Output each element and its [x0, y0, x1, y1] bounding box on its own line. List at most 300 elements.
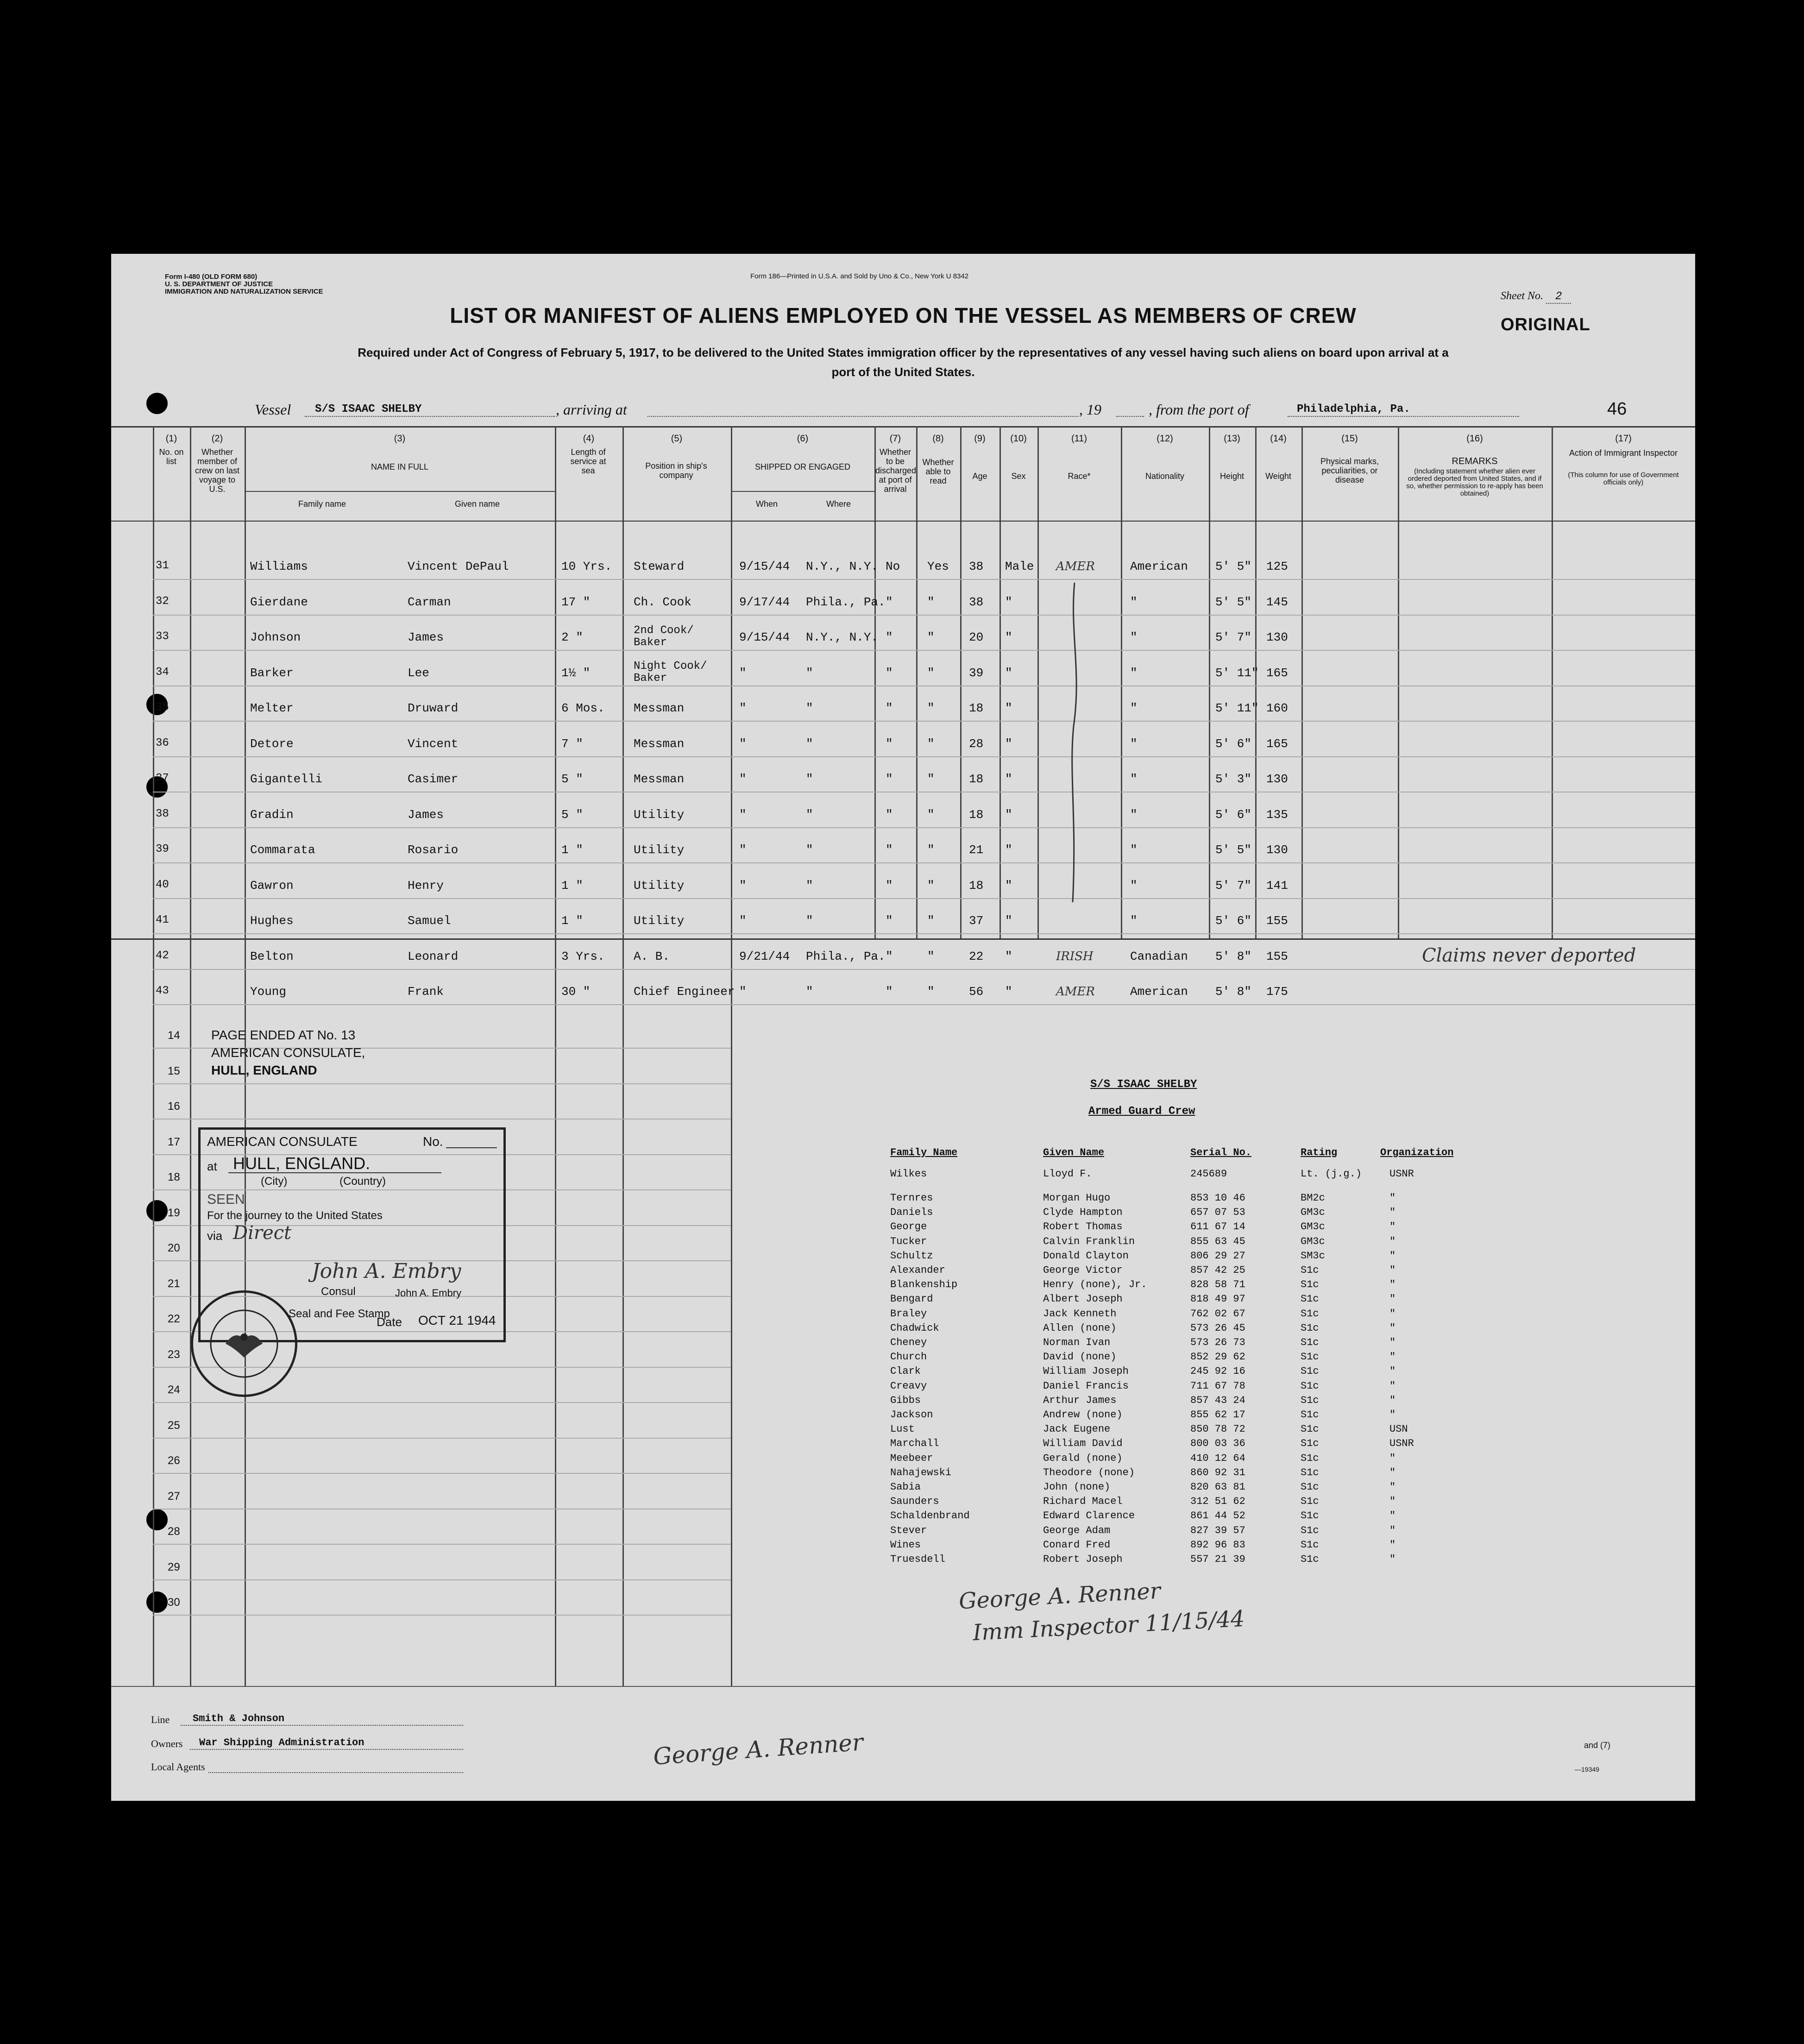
crew-nationality: Canadian [1130, 949, 1188, 963]
armed-guard-given-name: Allen (none) [1043, 1322, 1117, 1334]
armed-guard-rating: S1c [1301, 1496, 1319, 1508]
col-10-header: Sex [1011, 472, 1026, 481]
armed-guard-family-name: Saunders [890, 1496, 939, 1508]
crew-able-to-read: " [927, 666, 935, 680]
armed-guard-serial-no: 410 12 64 [1190, 1452, 1245, 1464]
stamp-no-label: No. [423, 1134, 443, 1149]
crew-sex: " [1005, 666, 1012, 680]
col-6-header: SHIPPED OR ENGAGED [754, 462, 851, 472]
crew-position: Night Cook/ Baker [634, 660, 707, 685]
crew-nationality: " [1130, 736, 1138, 751]
inspector-signature: George A. Renner [958, 1578, 1162, 1615]
crew-shipped-when: " [739, 701, 747, 715]
crew-row-number: 41 [156, 914, 169, 926]
crew-nationality: " [1130, 878, 1138, 893]
crew-weight: 145 [1266, 595, 1288, 609]
crew-position: A. B. [634, 949, 670, 963]
crew-row-number: 39 [156, 843, 169, 855]
col-17-num: (17) [1615, 434, 1632, 444]
crew-length-of-service: 5 " [561, 807, 583, 822]
crew-sex: " [1005, 843, 1012, 857]
col-11-header: Race* [1068, 472, 1091, 481]
crew-given-name: James [408, 630, 444, 644]
crew-given-name: James [408, 807, 444, 822]
crew-length-of-service: 30 " [561, 985, 591, 999]
crew-race: AMER [1056, 985, 1095, 999]
crew-able-to-read: " [927, 843, 935, 857]
crew-length-of-service: 7 " [561, 736, 583, 751]
armed-guard-serial-no: 827 39 57 [1190, 1524, 1245, 1536]
armed-guard-header-rating: Rating [1301, 1147, 1338, 1158]
armed-guard-rating: S1c [1301, 1308, 1319, 1320]
crew-family-name: Commarata [250, 843, 315, 857]
armed-guard-serial-no: 245689 [1190, 1168, 1227, 1180]
empty-row-number: 19 [168, 1206, 180, 1219]
crew-shipped-when: " [739, 985, 747, 999]
crew-height: 5' 3" [1215, 772, 1252, 786]
crew-sex: " [1005, 878, 1012, 893]
col-12-num: (12) [1157, 434, 1173, 444]
crew-able-to-read: " [927, 701, 935, 715]
crew-position: 2nd Cook/ Baker [634, 624, 694, 649]
col-family-name-header: Family name [298, 499, 346, 509]
crew-shipped-when: " [739, 807, 747, 822]
crew-shipped-when: 9/15/44 [739, 560, 790, 573]
armed-guard-rating: SM3c [1301, 1250, 1325, 1262]
footer-side-note: and (7) [1584, 1741, 1611, 1750]
row-rule [153, 1402, 731, 1403]
armed-guard-organization: " [1389, 1337, 1396, 1348]
row-rule [153, 1615, 731, 1616]
crew-length-of-service: 5 " [561, 772, 583, 786]
crew-row-number: 38 [156, 807, 169, 820]
armed-guard-given-name: Robert Joseph [1043, 1553, 1123, 1565]
crew-to-be-discharged: " [886, 878, 893, 893]
crew-to-be-discharged: " [886, 736, 893, 751]
crew-shipped-when: 9/15/44 [739, 630, 790, 644]
col-16-header: REMARKS [1452, 456, 1498, 466]
armed-guard-given-name: Albert Joseph [1043, 1293, 1123, 1305]
crew-family-name: Gradin [250, 807, 294, 822]
footer-line-label: Line [151, 1714, 170, 1725]
stamp-via-value: Direct [233, 1222, 292, 1244]
armed-guard-family-name: Lust [890, 1423, 915, 1435]
armed-guard-serial-no: 861 44 52 [1190, 1510, 1245, 1522]
crew-family-name: Young [250, 985, 287, 999]
armed-guard-rating: S1c [1301, 1539, 1319, 1551]
crew-length-of-service: 1 " [561, 878, 583, 893]
armed-guard-family-name: Marchall [890, 1438, 939, 1450]
col-1-header: No. on list [159, 447, 184, 466]
crew-to-be-discharged: No [886, 560, 900, 573]
crew-family-name: Gigantelli [250, 772, 323, 786]
crew-nationality: " [1130, 630, 1138, 644]
crew-weight: 155 [1266, 949, 1288, 963]
row-rule [153, 721, 1695, 722]
armed-guard-serial-no: 828 58 71 [1190, 1279, 1245, 1291]
armed-guard-serial-no: 850 78 72 [1190, 1423, 1245, 1435]
armed-guard-rating: S1c [1301, 1423, 1319, 1435]
crew-height: 5' 5" [1215, 595, 1252, 609]
crew-position: Utility [634, 878, 685, 893]
armed-guard-rating: S1c [1301, 1351, 1319, 1363]
crew-row-number: 43 [156, 985, 169, 997]
armed-guard-serial-no: 853 10 46 [1190, 1192, 1245, 1204]
col-when-header: When [755, 499, 778, 509]
armed-guard-family-name: Clark [890, 1365, 921, 1377]
col-3-num: (3) [394, 434, 406, 444]
empty-row-number: 17 [168, 1135, 180, 1148]
crew-weight: 165 [1266, 736, 1288, 751]
armed-guard-organization: " [1389, 1322, 1396, 1334]
crew-shipped-where: N.Y., N.Y. [806, 630, 879, 644]
crew-length-of-service: 1½ " [561, 666, 591, 680]
empty-row-number: 18 [168, 1171, 180, 1183]
armed-guard-rating: S1c [1301, 1279, 1319, 1291]
crew-to-be-discharged: " [886, 807, 893, 822]
armed-guard-family-name: Wines [890, 1539, 921, 1551]
from-port-value: Philadelphia, Pa. [1297, 403, 1410, 415]
crew-family-name: Williams [250, 560, 308, 573]
crew-shipped-where: " [806, 807, 813, 822]
empty-row-number: 25 [168, 1419, 180, 1432]
stamp-city-label: (City) [261, 1175, 288, 1188]
armed-guard-given-name: Edward Clarence [1043, 1510, 1135, 1522]
empty-row-number: 15 [168, 1064, 180, 1077]
footer-print-code: —19349 [1575, 1766, 1599, 1773]
crew-family-name: Barker [250, 666, 294, 680]
crew-given-name: Henry [408, 878, 444, 893]
armed-guard-rating: S1c [1301, 1481, 1319, 1493]
armed-guard-organization: " [1389, 1481, 1396, 1493]
sheet-no-value: 2 [1546, 290, 1571, 304]
row-rule [153, 862, 1695, 863]
armed-guard-family-name: Stever [890, 1524, 927, 1536]
crew-sex: " [1005, 772, 1012, 786]
crew-family-name: Gawron [250, 878, 294, 893]
armed-guard-organization: " [1389, 1380, 1396, 1392]
armed-guard-organization: " [1389, 1235, 1396, 1247]
crew-shipped-where: Phila., Pa. [806, 949, 886, 963]
armed-guard-given-name: William Joseph [1043, 1365, 1129, 1377]
row-rule [153, 756, 1695, 757]
armed-guard-serial-no: 573 26 45 [1190, 1322, 1245, 1334]
crew-shipped-where: " [806, 772, 813, 786]
armed-guard-organization: " [1389, 1250, 1396, 1262]
crew-position: Utility [634, 843, 685, 857]
crew-shipped-where: Phila., Pa. [806, 595, 886, 609]
armed-guard-rating: S1c [1301, 1510, 1319, 1522]
crew-able-to-read: Yes [927, 560, 949, 573]
armed-guard-rating: S1c [1301, 1524, 1319, 1536]
col-14-header: Weight [1265, 472, 1291, 481]
crew-age: 56 [969, 985, 984, 999]
armed-guard-serial-no: 892 96 83 [1190, 1539, 1245, 1551]
crew-row-number: 40 [156, 878, 169, 891]
armed-guard-given-name: Andrew (none) [1043, 1409, 1123, 1421]
empty-row-number: 16 [168, 1100, 180, 1113]
armed-guard-rating: S1c [1301, 1365, 1319, 1377]
crew-given-name: Vincent [408, 736, 459, 751]
crew-age: 22 [969, 949, 984, 963]
crew-sex: " [1005, 701, 1012, 715]
armed-guard-given-name: Jack Kenneth [1043, 1308, 1117, 1320]
empty-row-number: 14 [168, 1029, 180, 1042]
col-7-header: Whether to be discharged at port of arrival [875, 447, 917, 494]
crew-to-be-discharged: " [886, 630, 893, 644]
empty-row-number: 29 [168, 1560, 180, 1573]
armed-guard-family-name: Meebeer [890, 1452, 933, 1464]
crew-weight: 125 [1266, 560, 1288, 573]
crew-age: 20 [969, 630, 984, 644]
col-13-num: (13) [1224, 434, 1240, 444]
armed-guard-given-name: Richard Macel [1043, 1496, 1123, 1508]
crew-nationality: American [1130, 560, 1188, 573]
col-2-header: Whether member of crew on last voyage to U.S. [195, 447, 240, 494]
col-2-num: (2) [211, 434, 223, 444]
crew-length-of-service: 17 " [561, 595, 591, 609]
original-stamp: ORIGINAL [1501, 315, 1590, 334]
col-11-num: (11) [1071, 434, 1087, 444]
stamp-consul-name: John A. Embry [395, 1287, 462, 1299]
armed-guard-serial-no: 312 51 62 [1190, 1496, 1245, 1508]
crew-row-number: 31 [156, 560, 169, 572]
armed-guard-family-name: Chadwick [890, 1322, 939, 1334]
armed-guard-organization: " [1389, 1409, 1396, 1421]
crew-nationality: " [1130, 843, 1138, 857]
col-where-header: Where [826, 499, 851, 509]
armed-guard-organization: " [1389, 1524, 1396, 1536]
vessel-name: S/S ISAAC SHELBY [315, 403, 422, 415]
armed-guard-family-name: Ternres [890, 1192, 933, 1204]
crew-position: Chief Engineer [634, 985, 735, 999]
printer-line: Form 186—Printed in U.S.A. and Sold by Uno & Co., New York U 8342 [750, 272, 969, 280]
crew-weight: 130 [1266, 843, 1288, 857]
crew-row-number: 35 [156, 701, 169, 714]
crew-given-name: Carman [408, 595, 451, 609]
armed-guard-given-name: Gerald (none) [1043, 1452, 1123, 1464]
footer-signature: George A. Renner [652, 1729, 864, 1770]
col-8-num: (8) [932, 434, 944, 444]
armed-guard-family-name: Nahajewski [890, 1466, 952, 1478]
armed-guard-rating: S1c [1301, 1466, 1319, 1478]
from-port-label: , from the port of [1149, 401, 1249, 418]
consul-signature: John A. Embry [312, 1259, 461, 1283]
armed-guard-family-name: Schultz [890, 1250, 933, 1262]
crew-age: 39 [969, 666, 984, 680]
crew-sex: Male [1005, 560, 1034, 573]
sheet-number [1501, 290, 1571, 303]
crew-race: IRISH [1056, 949, 1094, 963]
year-label: , 19 [1079, 401, 1101, 418]
crew-shipped-when: " [739, 914, 747, 928]
crew-weight: 130 [1266, 630, 1288, 644]
crew-height: 5' 5" [1215, 843, 1252, 857]
crew-remark: Claims never deported [1422, 944, 1636, 966]
armed-guard-family-name: Church [890, 1351, 927, 1363]
crew-able-to-read: " [927, 914, 935, 928]
col-13-header: Height [1219, 472, 1245, 481]
armed-guard-serial-no: 820 63 81 [1190, 1481, 1245, 1493]
armed-guard-organization: " [1389, 1466, 1396, 1478]
row-rule [153, 1083, 731, 1084]
crew-age: 18 [969, 878, 984, 893]
col-12-header: Nationality [1145, 472, 1185, 481]
armed-guard-given-name: Conard Fred [1043, 1539, 1111, 1551]
row-rule [153, 1438, 731, 1439]
crew-given-name: Casimer [408, 772, 459, 786]
crew-age: 18 [969, 701, 984, 715]
armed-guard-given-name: Donald Clayton [1043, 1250, 1129, 1262]
crew-sex: " [1005, 985, 1012, 999]
crew-shipped-when: 9/21/44 [739, 949, 790, 963]
crew-weight: 175 [1266, 985, 1288, 999]
crew-given-name: Samuel [408, 914, 451, 928]
armed-guard-given-name: Theodore (none) [1043, 1466, 1135, 1478]
crew-shipped-where: N.Y., N.Y. [806, 560, 879, 573]
footer-agents-label: Local Agents [151, 1761, 205, 1773]
crew-position: Ch. Cook [634, 595, 691, 609]
crew-able-to-read: " [927, 772, 935, 786]
stamp-at-label: at [207, 1159, 217, 1173]
stamp-date-label: Date [377, 1315, 402, 1329]
empty-row-number: 24 [168, 1384, 180, 1396]
crew-able-to-read: " [927, 736, 935, 751]
crew-family-name: Johnson [250, 630, 301, 644]
col-17-header: Action of Immigrant Inspector [1569, 448, 1678, 458]
crew-given-name: Lee [408, 666, 429, 680]
crew-sex: " [1005, 807, 1012, 822]
crew-weight: 135 [1266, 807, 1288, 822]
armed-guard-family-name: Cheney [890, 1337, 927, 1348]
stamp-title: AMERICAN CONSULATE [207, 1134, 358, 1149]
crew-to-be-discharged: " [886, 595, 893, 609]
vessel-label: Vessel [255, 401, 291, 418]
armed-guard-family-name: George [890, 1221, 927, 1233]
armed-guard-serial-no: 657 07 53 [1190, 1207, 1245, 1219]
armed-guard-organization: USNR [1389, 1438, 1414, 1450]
crew-height: 5' 8" [1215, 985, 1252, 999]
col-1-num: (1) [165, 434, 177, 444]
crew-shipped-when: " [739, 666, 747, 680]
crew-age: 37 [969, 914, 984, 928]
crew-length-of-service: 3 Yrs. [561, 949, 605, 963]
crew-nationality: " [1130, 701, 1138, 715]
page-number: 46 [1607, 399, 1627, 419]
armed-guard-family-name: Wilkes [890, 1168, 927, 1180]
empty-row-number: 22 [168, 1313, 180, 1325]
footer-owners-value: War Shipping Administration [199, 1737, 365, 1748]
col-5-header: Position in ship's company [645, 461, 707, 480]
col-15-header: Physical marks, peculiarities, or disease [1320, 457, 1379, 484]
armed-guard-rating: S1c [1301, 1293, 1319, 1305]
armed-guard-vessel: S/S ISAAC SHELBY [1090, 1078, 1197, 1091]
armed-guard-family-name: Gibbs [890, 1394, 921, 1406]
arriving-label: , arriving at [556, 401, 627, 418]
armed-guard-family-name: Creavy [890, 1380, 927, 1392]
punch-hole [146, 1591, 168, 1613]
empty-row-number: 20 [168, 1242, 180, 1254]
row-rule [153, 1004, 1695, 1005]
crew-race: AMER [1056, 560, 1095, 573]
armed-guard-serial-no: 573 26 73 [1190, 1337, 1245, 1348]
armed-guard-family-name: Blankenship [890, 1279, 958, 1291]
row-rule [153, 827, 1695, 828]
crew-shipped-when: 9/17/44 [739, 595, 790, 609]
col-10-num: (10) [1010, 434, 1027, 444]
crew-position: Messman [634, 701, 685, 715]
crew-shipped-where: " [806, 701, 813, 715]
crew-shipped-when: " [739, 736, 747, 751]
race-ditto-stroke [1056, 578, 1093, 930]
armed-guard-rating: GM3c [1301, 1235, 1325, 1247]
crew-row-number: 32 [156, 595, 169, 608]
armed-guard-family-name: Schaldenbrand [890, 1510, 970, 1522]
empty-row-number: 21 [168, 1277, 180, 1290]
crew-family-name: Detore [250, 736, 294, 751]
crew-sex: " [1005, 736, 1012, 751]
armed-guard-serial-no: 711 67 78 [1190, 1380, 1245, 1392]
crew-age: 18 [969, 807, 984, 822]
armed-guard-rating: S1c [1301, 1322, 1319, 1334]
crew-sex: " [1005, 914, 1012, 928]
armed-guard-family-name: Sabia [890, 1481, 921, 1493]
armed-guard-rating: GM3c [1301, 1221, 1325, 1233]
col-16-note: (Including statement whether alien ever ordered deported from United States, and if so, whether permission to re-apply has been obtained) [1406, 467, 1543, 497]
armed-guard-given-name: Lloyd F. [1043, 1168, 1092, 1180]
manifest-sheet [111, 254, 1695, 1801]
crew-given-name: Rosario [408, 843, 459, 857]
crew-able-to-read: " [927, 878, 935, 893]
crew-sex: " [1005, 595, 1012, 609]
armed-guard-organization: " [1389, 1553, 1396, 1565]
row-rule [153, 615, 1695, 616]
crew-weight: 130 [1266, 772, 1288, 786]
armed-guard-header-given: Given Name [1043, 1147, 1105, 1158]
form-id: Form I-480 (OLD FORM 680) [165, 273, 258, 281]
armed-guard-rating: S1c [1301, 1394, 1319, 1406]
crew-shipped-when: " [739, 843, 747, 857]
armed-guard-given-name: George Adam [1043, 1524, 1111, 1536]
crew-able-to-read: " [927, 985, 935, 999]
armed-guard-rating: S1c [1301, 1380, 1319, 1392]
page-ended-consulate: AMERICAN CONSULATE, [211, 1045, 365, 1060]
armed-guard-given-name: Arthur James [1043, 1394, 1117, 1406]
col-7-num: (7) [889, 434, 901, 444]
armed-guard-family-name: Daniels [890, 1207, 933, 1219]
form-title: LIST OR MANIFEST OF ALIENS EMPLOYED ON THE VESSEL AS MEMBERS OF CREW [450, 303, 1357, 327]
crew-to-be-discharged: " [886, 985, 893, 999]
armed-guard-family-name: Truesdell [890, 1553, 945, 1565]
armed-guard-given-name: Daniel Francis [1043, 1380, 1129, 1392]
crew-age: 18 [969, 772, 984, 786]
page-ended-line: PAGE ENDED AT No. 13 [211, 1028, 356, 1042]
armed-guard-serial-no: 762 02 67 [1190, 1308, 1245, 1320]
armed-guard-rating: GM3c [1301, 1207, 1325, 1219]
form-dept: U. S. DEPARTMENT OF JUSTICE [165, 280, 273, 288]
crew-row-number: 33 [156, 630, 169, 643]
col-16-num: (16) [1466, 434, 1483, 444]
punch-hole [146, 1509, 168, 1530]
armed-guard-family-name: Alexander [890, 1264, 945, 1276]
armed-guard-serial-no: 818 49 97 [1190, 1293, 1245, 1305]
crew-family-name: Hughes [250, 914, 294, 928]
crew-row-number: 37 [156, 772, 169, 785]
armed-guard-organization: " [1389, 1279, 1396, 1291]
armed-guard-family-name: Bengard [890, 1293, 933, 1305]
crew-height: 5' 7" [1215, 630, 1252, 644]
crew-shipped-where: " [806, 914, 813, 928]
